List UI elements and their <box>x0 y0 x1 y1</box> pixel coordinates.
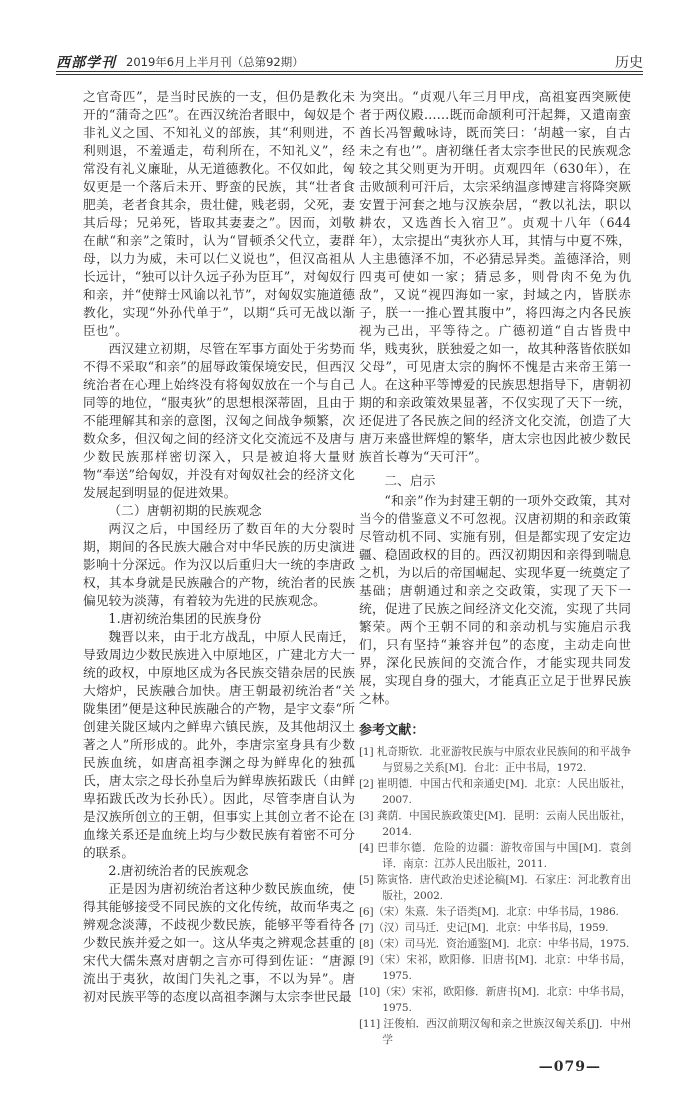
running-header <box>56 52 643 70</box>
paragraph: 西汉建立初期，尽管在军事方面处于劣势而不得不采取“和亲”的屈辱政策保境安民，但西汉统治者在心理上始终没有将匈奴放在一个与自己同等的地位，“服夷狄”的思想根深蒂固，且由于不能理解其和亲的意图，汉匈之间战争频繁，次数众多，但汉匈之间的经济文化交流远不及唐与少数民族那样密切深入，只是被迫将大量财物“奉送”给匈奴，并没有对匈奴社会的经济文化发展起到明显的促进效果。 <box>83 341 355 500</box>
reference-item: [5] 陈寅恪．唐代政治史述论稿[M]．石家庄：河北教育出版社，2002. <box>359 874 631 902</box>
reference-item: [1] 札奇斯钦．北亚游牧民族与中原农业民族间的和平战争与贸易之关系[M]．台北：正中书局，1972. <box>359 746 631 774</box>
header-rule-thin <box>56 74 643 75</box>
left-column <box>83 88 355 1006</box>
subsection-heading: （二）唐朝初期的民族观念 <box>108 503 262 518</box>
section-heading: 二、启示 <box>384 473 436 488</box>
reference-item: [8]（宋）司马光．资治通鉴[M]．北京：中华书局，1975. <box>359 938 630 950</box>
issue-info: 2019年6月上半月刊（总第92期） <box>126 55 304 69</box>
references-title: 参考文献： <box>359 723 425 738</box>
paragraph: 为突出。“贞观八年三月甲戌，高祖宴西突厥使者于两仪殿……既而命颉利可汗起舞，又遣南蛮酋长冯智戴咏诗，既而笑曰：‘胡越一家，自古未之有也’”。唐初继任者太宗李世民的民族观念较之其父则更为开明。贞观四年（630年），在击败颉利可汗后，太宗采纳温彦博建言将降突厥安置于河套之地与汉族杂居，“教以礼法，职以耕农，又选酋长入宿卫”。贞观十八年（644年），太宗提出“夷狄亦人耳，其情与中夏不殊，人主患德泽不加，不必猜忌异类。盖德泽洽，则四夷可使如一家；猜忌多，则骨肉不免为仇敌”，又说“视四海如一家，封域之内，皆朕赤子，朕一一推心置其腹中”，将四海之内各民族视为己出，平等待之。广德初道“自古皆贵中华，贱夷狄，朕独爱之如一，故其种落皆依朕如父母”，可见唐太宗的胸怀不愧是古来帝王第一人。在这种平等博爱的民族思想指导下，唐朝初期的和亲政策效果显著，不仅实现了天下一统，还促进了各民族之间的经济文化交流，创造了大唐万来盛世辉煌的繁华，唐太宗也因此被少数民族首长尊为“天可汗”。 <box>359 89 631 464</box>
journal-logo: 西部学刊 <box>56 55 116 71</box>
header-rule <box>56 71 643 72</box>
subsection-heading: 1.唐初统治集团的民族身份 <box>108 611 262 626</box>
references-list <box>359 744 631 1048</box>
reference-item: [6]（宋）朱熹．朱子语类[M]．北京：中华书局，1986. <box>359 906 619 918</box>
reference-item: [9]（宋）宋祁，欧阳修．旧唐书[M]．北京：中华书局，1975. <box>359 954 631 982</box>
reference-item: [11] 汪俊柏．西汉前期汉匈和亲之世族汉匈关系[J]．中州学 <box>359 1018 631 1046</box>
page-number: —079— <box>538 1059 601 1075</box>
right-column <box>359 88 631 1096</box>
reference-item: [2] 崔明德．中国古代和亲通史[M]．北京：人民出版社，2007. <box>359 778 631 806</box>
reference-item: [7]（汉）司马迁．史记[M]．北京：中华书局，1959. <box>359 922 609 934</box>
paragraph: 两汉之后，中国经历了数百年的大分裂时期，期间的各民族大融合对中华民族的历史演进影响十分深远。作为汉以后重归大一统的李唐政权，其本身就是民族融合的产物，统治者的民族偏见较为淡薄，有着较为先进的民族观念。 <box>83 521 355 608</box>
section-label: 历史 <box>615 55 643 71</box>
reference-item: [4] 巴菲尔德．危险的边疆：游牧帝国与中国[M]．袁剑译．南京：江苏人民出版社，2011. <box>359 842 631 870</box>
reference-item: [10]（宋）宋祁，欧阳修．新唐书[M]．北京：中华书局，1975. <box>359 986 631 1014</box>
paragraph: 之官奇匹”，是当时民族的一支，但仍是教化未开的“蒲奇之匹”。在西汉统治者眼中，匈奴是个非礼义之国、不知礼义的部族，其“利则进，不利则退，不羞遁走，苟利所在，不知礼义”，经常没有礼义廉耻，从无道德教化。不仅如此，匈奴更是一个落后未开、野蛮的民族，其“壮者食肥美，老者食其余，贵壮健，贱老弱，父死，妻其后母；兄弟死，皆取其妻妻之”。因而，刘敬在献“和亲”之策时，认为“冒顿杀父代立，妻群母，以力为威，未可以仁义说也”，但汉高祖从长远计，“独可以计久远子孙为臣耳”，对匈奴行和亲，并“使辩士风谕以礼节”，对匈奴实施道德教化，实现“外孙代单于”，以期“兵可无战以渐臣也”。 <box>83 89 355 338</box>
paragraph: 正是因为唐初统治者这种少数民族血统，使得其能够接受不同民族的文化传统，故而华夷之辨观念淡薄，不歧视少数民族，能够平等看待各少数民族并爱之如一。这从华夷之辨观念甚重的宋代大儒朱熹对唐朝之言亦可得到佐证：“唐源流出于夷狄，故闺门失礼之事，不以为异”。唐初对民族平等的态度以高祖李渊与太宗李世民最 <box>83 881 355 1004</box>
subsection-heading: 2.唐初统治者的民族观念 <box>108 863 249 878</box>
reference-item: [3] 龚荫．中国民族政策史[M]．昆明：云南人民出版社，2014. <box>359 810 631 838</box>
paragraph: 魏晋以来，由于北方战乱，中原人民南迁，导致周边少数民族进入中原地区，广建北方大一统的政权，中原地区成为各民族交错杂居的民族大熔炉，民族融合加快。唐王朝最初统治者“关陇集团”便是这种民族融合的产物，是宇文泰“所创建关陇区域内之鲜卑六镇民族，及其他胡汉土著之人”所形成的。此外，李唐宗室身具有少数民族血统，如唐高祖李渊之母为鲜卑化的独孤氏，唐太宗之母长孙皇后为鲜卑族拓跋氏（由鲜卑拓跋氏改为长孙氏）。因此，尽管李唐自认为是汉族所创立的王朝，但事实上其创立者不论在血缘关系还是血统上均与少数民族有着密不可分的联系。 <box>83 629 355 860</box>
paragraph: “和亲”作为封建王朝的一项外交政策，其对当今的借鉴意义不可忽视。汉唐初期的和亲政策尽管动机不同、实施有别，但是都实现了安定边疆、稳固政权的目的。西汉初期因和亲得到喘息之机，为以后的帝国崛起、实现华夏一统奠定了基础；唐朝通过和亲之交政策，实现了天下一统，促进了民族之间经济文化交流，实现了共同繁荣。两个王朝不同的和亲动机与实施启示我们，只有坚持“兼容并包”的态度，主动走向世界，深化民族间的交流合作，才能实现共同发展，实现自身的强大，才能真正立足于世界民族之林。 <box>359 493 631 706</box>
